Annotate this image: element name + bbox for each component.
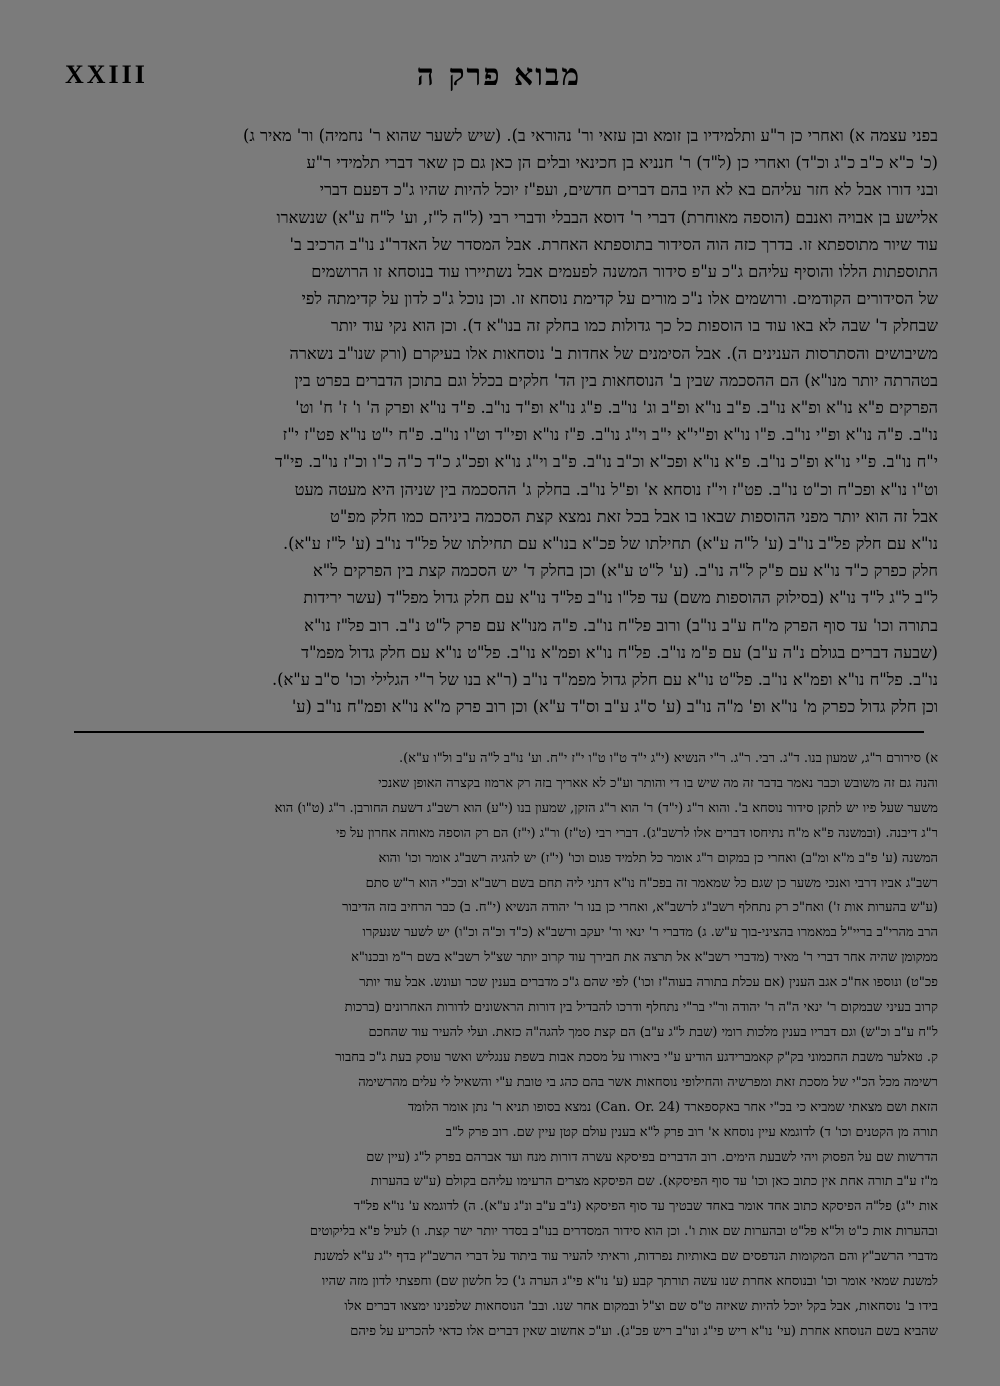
main-text-line: וכן חלק גדול כפרק מ' נו"א ופ' מ"ה נו"ב (ע' ס"ג ע"ב וס"ד ע"א) וכן רוב פרק מ"א נו"א ופמ"ח נו"ב (ע' — [291, 697, 938, 716]
main-text-line: ל"ב ל"ג ל"ד נו"א (בסילוק ההוספות משם) עד פל"ו נו"ב פל"ד נו"א עם חלק גדול מפל"ד (עשר ירידות — [303, 588, 938, 608]
main-text-line: נו"ב. פ"ה נו"א ופ"י נו"ב. פ"ו נו"א ופ"י"א י"ב וי"ג נו"ב. פ"ז נו"א ופי"ד וט"ו נו"ב. פ"ח י"ט נו"א פט"ז י"ז — [282, 425, 938, 445]
main-text-line: (שבעה דברים בגולם נ"ה ע"ב) עם פ"מ נו"ב. פל"ח נו"א ופמ"א נו"ב. פל"ט נו"א עם חלק גדול מפמ"ד — [301, 642, 938, 662]
main-text-line: ובני דורו אבל לא חזר עליהם בא לא היו בהם דברים חדשים, ועפ"ז יוכל להיות שהיו ג"כ דפעם דברי — [319, 180, 938, 200]
main-text-line: אבל זה הוא יותר מפני ההוספות שבאו בו אבל בכל זאת נמצא קצת הסכמה ביניהם כמו חלק מפ"ט — [330, 506, 938, 526]
footnote-line: (ע"ש בהערות אות ז') ואח"כ רק נתחלף רשב"ג לרשב"א, ואחרי כן בנו ר' יהודה הנשיא (י"ח. ב) כבר הרחיב בזה הדיבור — [342, 900, 938, 916]
footnote-line: ובהערות אות כ"ט ול"א פל"ט ובהערות שם אות ו'. וכן הוא סידור המסדרים בנו"ב בסדר יותר ישר קצת. ו) לעיל פ"א בליקוטים — [309, 1224, 938, 1240]
main-text-line: אלישע בן אבויה ואנבם (הוספה מאוחרת) דברי ר' דוסא הבבלי ודברי רבי (ל"ה ל"ז, וע' ל"ח ע"א) שנשארו — [276, 207, 938, 227]
footnote-line: אות י"ג) פל"ה הפיסקא כתוב אחד אומר באחד שבטיך עד סוף הפיסקא (נ"ב ע"ב ונ"ג ע"א). ה) לדוגמא ע' נו"א פל"ד — [353, 1199, 938, 1215]
footnote-separator — [74, 731, 924, 733]
footnote-line: רשב"ג אביו דרבי ואנכי משער כן שגם כל שמאמר זה בפכ"ח נו"א דתני ליה תחם בשם רשב"א ובכ"י הוא ר"ש סתם — [365, 875, 938, 891]
main-text-line: י"ח נו"ב. פ"י נו"א ופ"כ נו"ב. פ"א נו"א ופכ"א וכ"ב נו"ב. פ"ב וי"ג נו"א ופכ"ג כ"ד כ"ה כ"ו וכ"ז נו"ב. פי"ד — [274, 452, 938, 472]
footnote-line: ממקומן שהיה אחר דברי ר' מאיר (מדברי רשב"א אל תרצה את חבירך עוד קרוב יותר שצ"ל רשב"א בשם ר"מ ובכנו"א — [351, 950, 938, 966]
footnote-line: ל"ח ע"ב וכ"ש) וגם דבריו בענין מלכות רומי (שבת ל"ג ע"ב) הם קצת סמך להגה"ה כזאת. ועלי להעיר עוד שהחכם — [368, 1024, 938, 1040]
footnote-line: שהביא בשם הנוסחא אחרת (עי' נו"א ריש פי"ג ונו"ב ריש פכ"ג). וע"כ אחשוב שאין דברים אלו כדאי להכריע על פיהם — [350, 1323, 938, 1339]
main-text-line: עוד שיור מתוספתא זו. בדרך כזה הוה הסידור בתוספתא האחרת. אבל המסדר של האדר"נ נו"ב הרכיב ב' — [289, 234, 938, 254]
footnote-line: מ"ז ע"ב תורה אחת אין כתוב כאן וכו' עד סוף הפיסקא). שם הפיסקא מצרים הרעימו עליהם בקולם (ע"ש בהערות — [370, 1174, 938, 1190]
main-text-line: וט"ו נו"א ופכ"ח וכ"ט נו"ב. פט"ז וי"ז נוסחא א' ופ"ל נו"ב. בחלק ג' ההסכמה בין שניהן היא מעטה מעט — [294, 479, 938, 499]
footnote-line: בידו ב' נוסחאות, אבל בקל יוכל להיות שאיזה ט"ס שם וצ"ל ובמקום אחר שנו. ובב' הנוסחאות שלפנינו ימצאו דברים אלו — [344, 1298, 938, 1314]
footnote-line: תורה מן הקטנים וכו' ד) לדוגמא עיין נוסחא א' רוב פרק ל"א בענין עולם קטן עיין שם. רוב פרק ל"ב — [445, 1124, 938, 1140]
main-text-line: משיבושים והסתרסות הענינים ה). אבל הסימנים של אחדות ב' נוסחאות אלו בעיקרם (ורק שנו"ב נשארה — [289, 343, 938, 363]
footnote-line: והנה גם זה משובש וכבר נאמר בדבר זה מה שיש בו די והותר וע"כ לא אאריך בזה רק ארמוז בקצרה האופן שאנכי — [378, 775, 938, 791]
footnote-line: קרוב בעיני שבמקום ר' ינאי ה"ה ר' יהודה ור"י בר"י נתחלף ודרכו להבדיל בין דורות הראשונים לדורות האחרונים (ברכות — [344, 1000, 938, 1016]
main-text-line: התוספתות הללו והוסיף עליהם ג"כ ע"פ סידור המשנה לפעמים אבל נשתיירו עוד בנוסחא זו הרושמים — [311, 262, 938, 282]
main-text-line: הפרקים פ"א נו"א ופ"א נו"ב. פ"ב נו"א ופ"ב וג' נו"ב. פ"ג נו"א ופ"ד נו"ב. פ"ד נו"א ופרק ה' ו' ז' ח' וט' — [295, 398, 938, 418]
footnote-line: משער שעל פיו יש לתקן סידור נוסחא ב'. והוא ר"ג (י"ד) ר' הוא ר"ג הזקן, שמעון בנו (י"ע) הוא רשב"ג דשעת החורבן. ר"ג (ט"ו) הוא — [274, 800, 938, 816]
footnote-line: רשימה מכל הכ"י של מסכת זאת ומפרשיה והחילופי נוסחאות אשר בהם כהג בי טובת ע"י והשאיל לי עלים מהרשימה — [358, 1074, 938, 1090]
footnote-line: הדרשות שם על הפסוק ויהי לשבעת הימים. רוב הדברים בפיסקא עשרה דורות מנח ועד אברהם בפרק ל"ג (עיין שם — [366, 1149, 938, 1165]
main-text-line: שבחלק ד' שבה לא באו עוד בו הוספות כל כך גדולות כמו בחלק זה בנו"א ד). וכן הוא נקי עוד יותר — [330, 316, 938, 336]
main-text-line: בתורה וכו' עד סוף הפרק מ"ח ע"ב נו"ב) ורוב פל"ח נו"ב. פ"ה מנו"א עם פרק ל"ט נ"ב. רוב פל"ז נו"א — [304, 615, 938, 635]
main-text-line: של הסידורים הקודמים. ורושמים אלו נ"כ מורים על קדימת נוסחא זו. וכן נוכל ג"כ לדון על קדימתה לפי — [301, 289, 938, 309]
page-number: XXIII — [65, 60, 148, 89]
footnote-line: מדברי הרשב"ץ והם המקומות הנדפסים שם באותיות נפרדות, וראיתי להעיר עוד ביתוד על דברי הרשב"ץ בדף י"ג ע"א למשנת — [313, 1249, 938, 1265]
footnote-line: הרב מהרי"ב בריי"ל במאמרו בהציני-בוך ע"ש. ג) מדברי ר' ינאי ור' יעקב ורשב"א (כ"ד וכ"ה וכ"ו) יש לשער שנעקרו — [362, 925, 938, 941]
page-header — [60, 58, 938, 102]
footnote-line — [60, 1345, 938, 1347]
main-text-line: בפני עצמה א) ואחרי כן ר"ע ותלמידיו בן זומא ובן עזאי ור' נהוראי ב). (שיש לשער שהוא ר' נחמיה) ור' מאיר ג) — [243, 126, 938, 145]
main-text-body — [60, 122, 938, 716]
footnote-line: א) סירורם ר"ג, שמעון בנו. ד"ג. רבי. ר"ג. ר"י הנשיא (י"ג י"ד ט"ו ט"ו י"ז י"ח. וע' נו"ב ל"ה ע"ב ול"ו ע"א). — [398, 751, 938, 766]
footnote-line: המשנה (ע' פ"ב מ"א ומ"ב) ואחרי כן במקום ר"ג אומר כל תלמיד פגום וכו' (י"ז) יש להגיה רשב"ג אומר וכו' והוא — [378, 850, 938, 866]
footnote-line: ר"ג דיבנה. (ובמשנה פ"א מ"ח נתיחסו דברים אלו לרשב"ג). דברי רבי (ט"ז) ור"ג (י"ז) הם רק הוספה מאוחה אחרון על פי — [335, 825, 938, 841]
footnotes-section — [60, 747, 938, 1347]
running-title: מבוא פרק ה — [416, 58, 582, 93]
main-text-line: בטהרתה יותר מנו"א) הם ההסכמה שבין ב' הנוסחאות בין הד' חלקים בכלל וגם בתוכן הדברים בפרט בין — [294, 370, 938, 390]
footnote-line: פכ"ט) ונוספו אח"כ אגב הענין (אם עכלת בתורה בעוה"ז וכו') לפי שהם ג"כ מדברים בענין שכר ועונש. אבל עוד יותר — [359, 975, 938, 991]
main-text-line: נו"א עם חלק פל"ב נו"ב (ע' ל"ה ע"א) תחילתו של פכ"א בנו"א עם תחילתו של פל"ד נו"ב (ע' ל"ז ע"א). — [282, 534, 938, 554]
footnote-line: למשנת שמאי אומר וכו' ובנוסחא אחרת שנו עשה תורתך קבע (ע' נו"א פי"ג הערה ג') כל חלשון שם) וחפצתי לדון מזה שהיו — [321, 1274, 938, 1290]
footnote-line: הזאת ושם מצאתי שמביא כי בכ"י אחר באקספארד (Can. Or. 24) נמצא בסופו תניא ר' נתן אומר הלומד — [407, 1099, 938, 1115]
main-text-line: נו"ב. פל"ח נו"א ופמ"א נו"ב. פל"ט נו"א עם חלק גדול מפמ"ד נו"ב (ר"א בנו של ר"י הגלילי וכו' ס"ב ע"א). — [271, 670, 938, 690]
main-text-line: (כ' כ"א כ"ב כ"ג וכ"ד) ואחרי כן (ל"ד) ר' חנניא בן חכינאי ובלים הן כאן גם כן שאר דברי תלמידי ר"ע — [306, 153, 938, 173]
main-text-line: חלק כפרק כ"ד נו"א עם פ"ק ל"ה נו"ב. (ע' ל"ט ע"א) וכן בחלק ד' יש הסכמה קצת בין הפרקים ל"א — [313, 561, 938, 581]
footnote-line: ק. טאלער משבת החכמוני בק"ק קאמברידגע הודיע ע"י ביאורו על מסכת אבות בשפת ענגליש ואשר עוסק בעת ג"כ בחבור — [335, 1049, 938, 1065]
